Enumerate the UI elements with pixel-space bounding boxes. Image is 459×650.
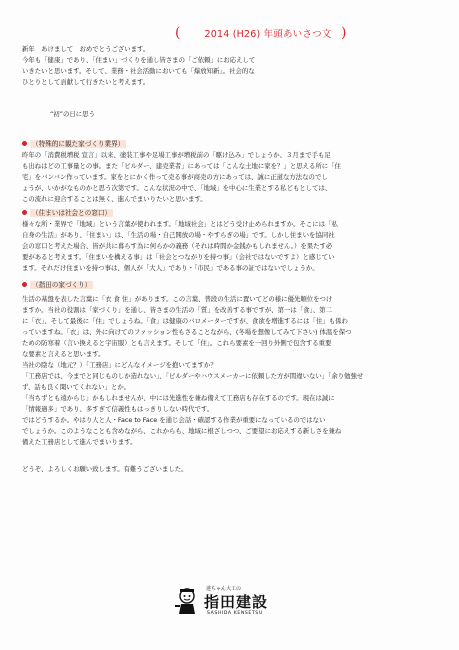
section-heading-3: （指田の家づくり） <box>22 280 93 291</box>
motto: “初”の日に思う <box>50 110 95 118</box>
bullet-icon <box>22 210 27 215</box>
logo-company-name: 指田建設 <box>204 593 269 611</box>
page-title: 2014 (H26) 年頭あいさつ文 <box>204 29 332 40</box>
section-heading-2: （住まいは社会との窓口） <box>22 208 113 219</box>
company-logo <box>174 585 286 623</box>
bullet-icon <box>22 141 27 146</box>
section-3-line: 備えた工務店として進んでまいります。 <box>22 438 137 446</box>
bullet-icon <box>22 282 27 287</box>
section-2-line: ます。それだけ住まいを持つ事は、個人が「大人」であり・「市民」である事の証ではないでしょうか。 <box>22 264 319 272</box>
logo-company-roman: SASHIDA KENSETSU <box>207 611 263 616</box>
intro-line: 今年も「健康」であり、「住まい」づくりを通し皆さまの「ご依頼」にお応えして <box>22 56 256 64</box>
section-2-line: 会の窓口と考えた場合、皆が共に暮らす為に何らかの義務（それは時間か金銭かもしれません。）を果たす必 <box>22 242 333 250</box>
title-bracket-left: ( <box>175 25 181 41</box>
section-3-line: 「当ちずとも遠からじ」かもしれませんが、中には先進性を兼ね備えて工務店も存在するのです。現在は誠に <box>22 394 335 402</box>
section-3-line: 生活の基盤を表した言葉に「衣 食 住」があります。この言葉、普段の生活に置いてどの様に優先順位をつけ <box>22 295 333 303</box>
section-3-line: 「工務店では、今までと同じものしか造れない」、「ビルダーやハウスメーカーに依頼した方が間違いない」「余り勉強せ <box>22 372 364 380</box>
section-3-line: ず、話も良く聞いてくれない」とか。 <box>22 383 131 391</box>
section-3-line: ための防寒着（言い換えると宇宙服）とも言えます。そして「住」。これら要素を一回り外側で包含する重要 <box>22 339 332 347</box>
closing-line: どうぞ、よろしくお願い致します。有難うございました。 <box>22 465 188 473</box>
section-1-line: この流れに迎合することは無く、進んでまいりたいと思います。 <box>22 195 207 203</box>
section-3-line: ではどうするか。やはり人と人・Face to Face を通じ会話・確認する作業が重要になっているのではない <box>22 416 326 424</box>
section-2-line: 自身の生活」があり、「住まい」は、「生活の場・自己開放の場・やすらぎの場」です。しかし住まいを協同社 <box>22 231 335 239</box>
section-1-line: 宅」をバンバン作っています。家をとにかく作って売る事が商売の方にあっては、誠に正道な方法なのでし <box>22 173 328 181</box>
section-3-line: でしょうか。このようなことも含めながら、これからも、地域に根ざしつつ、ご要望にお応えする新しさを兼ね <box>22 427 342 435</box>
section-3-line: 「情報過多」であり、多すぎて信義性もはっきりしない時代です。 <box>22 405 214 413</box>
section-3-line: な要素と言えると思います。 <box>22 350 105 358</box>
intro-line: いきたいと思います。そして、業務・社会活動においても「爆放知新」。社会的な <box>22 67 255 75</box>
section-2-line: 要があると考えます。「住まいを構える事」は「社会とつながりを持つ事」（会社ではないですよ）と感じてい <box>22 253 335 261</box>
section-1-line: ょうが、いかがなものかと思う次第です。こんな状況の中で、「地域」を中心に生業とする私どもとしては、 <box>22 184 332 192</box>
title-bracket-right: ) <box>341 25 347 41</box>
section-3-line: ますか。当社の役割は「家づくり」を通し、皆さまの生活の「質」を改善する事ですが、第一は「食」、第二 <box>22 306 332 314</box>
logo-tagline: 達ちゃん大工の <box>206 586 242 592</box>
section-3-line: っていますね。「衣」は、外に向けてのファッション性もさることながら、(冬場を想像してみて下さい) 体温を保つ <box>22 328 352 336</box>
section-1-line: 昨年の「消費税増税 宣言」以来、塗装工事や足場工事が増税前の「駆け込み」でしょうか、３月まで手も足 <box>22 151 331 159</box>
title-row <box>0 26 459 46</box>
carpenter-mascot-icon <box>174 587 200 615</box>
intro-line: ひとりとして貢献して行きたいと考えます。 <box>22 78 150 86</box>
section-3-line: 当社の陰な（地元？）「工務店」にどんなイメージを抱いてますか？ <box>22 361 217 369</box>
section-1-line: も出ねはどの工事量との事。また「ビルダー、建売業者」にあっては「こんな土地に家を？」と思える所に「住 <box>22 162 341 170</box>
section-heading-1: （特殊的に観た家づくり業界） <box>22 139 126 150</box>
section-2-line: 様々な所・業界で「地域」という言葉が使われます。「地域社会」とはどう受け止められますか。そこには「私 <box>22 220 338 228</box>
intro-line: 新年 あけまして おめでとうございます。 <box>22 45 150 53</box>
section-3-line: に「衣」、そして最後に「住」でしょうね。「食」は健康のバロメーターですが、食欲を増進するには「住」も係わ <box>22 317 348 325</box>
